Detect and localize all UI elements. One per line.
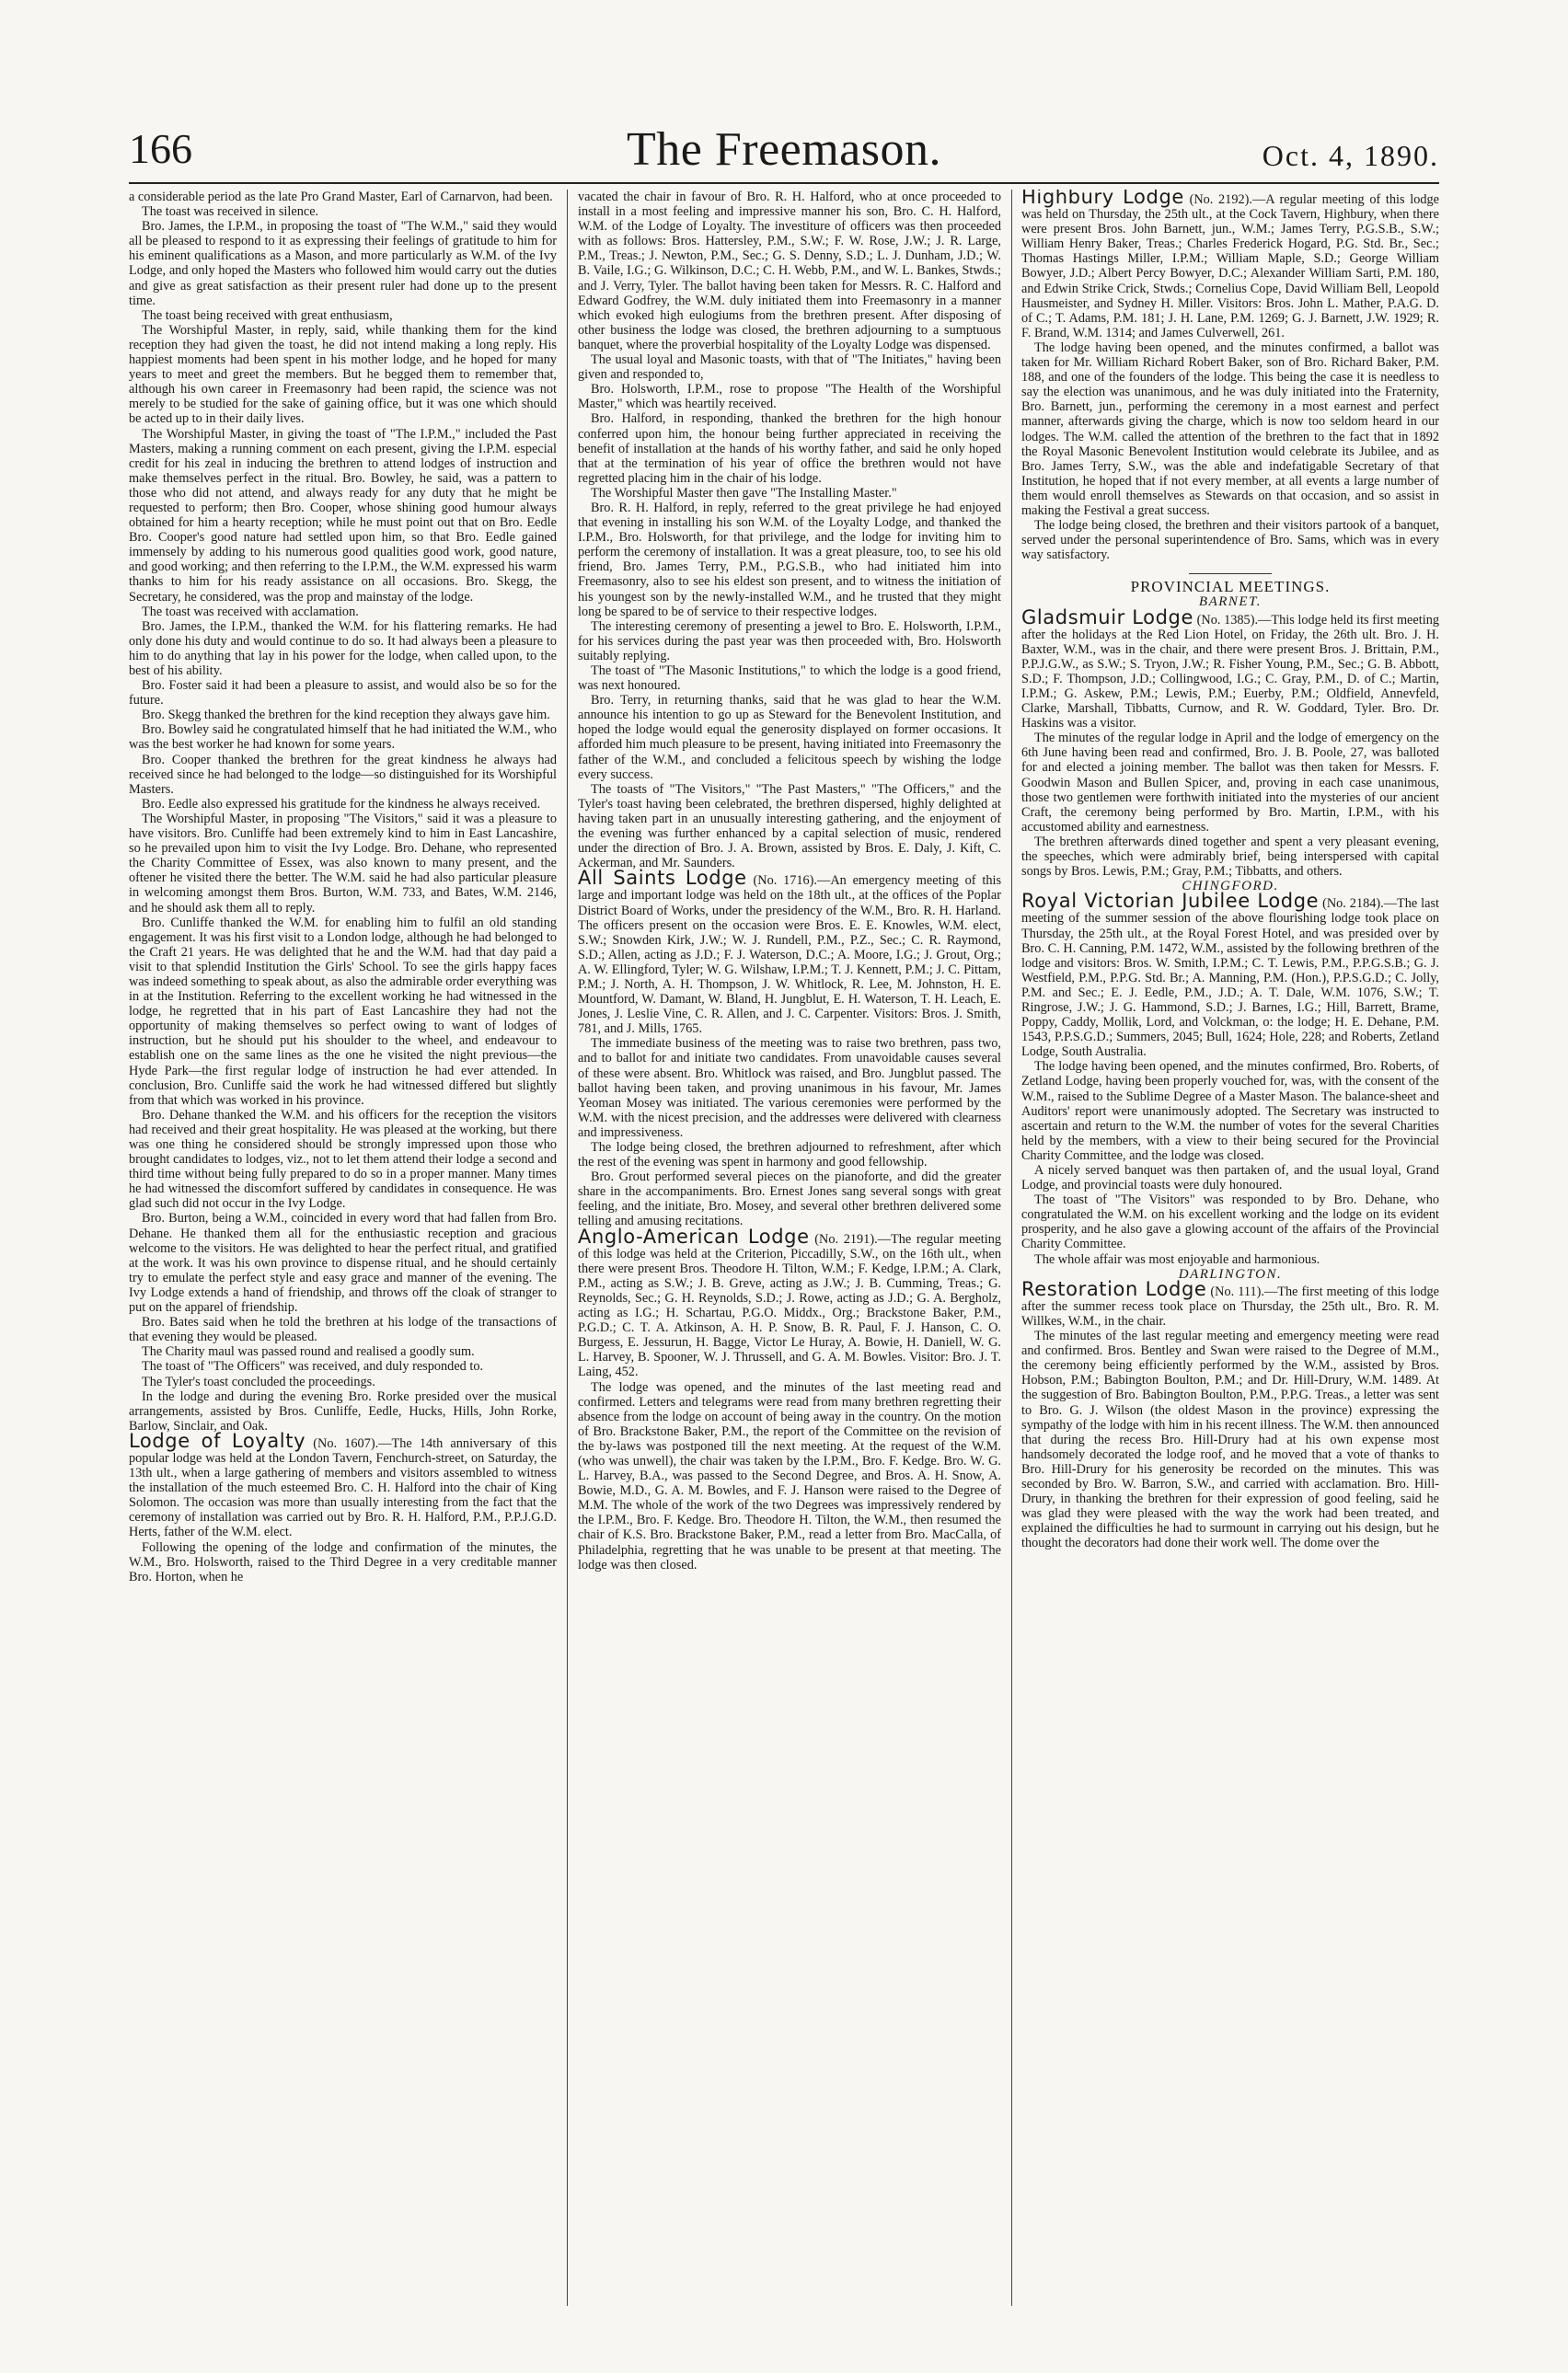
section-divider: [1189, 573, 1272, 574]
paragraph: The minutes of the regular lodge in April and the lodge of emergency on the 6th June having been read and confirmed, Bro. J. B. Poole, 27, was balloted for and elected a joining member. The ballot was then taken for Messrs. F. Goodwin Mason and Bullen Spicer, and, proving in each case unanimous, those two gentlemen were forthwith initiated into the mysteries of our ancient Craft, the ceremony being performed by Bro. Martin, I.P.M., with his accustomed ability and earnestness.: [1021, 731, 1439, 835]
paragraph: The Worshipful Master, in reply, said, while thanking them for the kind reception they had given the toast, he did not intend making a long reply. His happiest moments had been spent in his mother lodge, and he hoped for many years to meet and greet the members. But he begged them to remember that, although his own career in Freemasonry had been rapid, the science was not merely to be studied for the sake of gaining office, but it was one which should be acted up to in their daily lives.: [129, 322, 557, 427]
paragraph: The immediate business of the meeting was to raise two brethren, pass two, and to ballot for and initiate two candidates. From unavoidable causes several of these were absent. Bro. Whitlock was raised, and Bro. Jungblut passed. The ballot having been taken, and proving unanimous in his favour, Mr. James Yeoman Mosey was initiated. The various ceremonies were performed by the W.M. with the nicest precision, and the addresses were delivered with clearness and impressiveness.: [578, 1036, 1001, 1140]
paragraph: The toast being received with great enthusiasm,: [142, 307, 393, 323]
paragraph: The toasts of "The Visitors," "The Past Masters," "The Officers," and the Tyler's toast having been celebrated, the brethren dispersed, highly delighted at having taken part in an unusually interesting gathering, and the enjoyment of the evening was further enhanced by a capital selection of music, rendered under the direction of Bro. J. A. Brown, assisted by Bros. E. Daly, J. Kift, C. Ackerman, and Mr. Saunders.: [578, 781, 1001, 871]
paragraph: The lodge having been opened, and the minutes confirmed, a ballot was taken for Mr. William Richard Robert Baker, son of Bro. Richard Baker, P.M. 188, and one of the founders of the lodge. This being the case it is needless to say the election was unanimous, and he was duly initiated into the Fraternity, Bro. Barnett, jun., performing the ceremony in a most earnest and perfect manner, afterwards giving the charge, which is now too seldom heard in our lodges. The W.M. called the attention of the brethren to the fact that in 1892 the Royal Masonic Benevolent Institution would celebrate its Jubilee, and as Bro. James Terry, S.W., was the able and indefatigable Secretary of that Institution, he hoped that if not every member, at all events a large number of them would enroll themselves as Stewards on that occasion, and so assist in making the Festival a great success.: [1021, 340, 1439, 518]
column-rule: [1011, 190, 1012, 2306]
paragraph: The Worshipful Master, in giving the toast of "The I.P.M.," included the Past Masters, making a running comment on each present, giving the I.P.M. especial credit for his zeal in inducing the brethren to attend lodges of instruction and make themselves perfect in the ritual. Bro. Bowley, he said, was a pattern to those who did not attend, and always ready for any duty that he might be requested to perform; then Bro. Cooper, whose shining good humour always obtained for him a hearty reception; while he must point out that on Bro. Eedle Bro. Cooper's good nature had settled upon him, so that Bro. Eedle gained immensely by adding to his numerous good qualities good work, good nature, and good working; and then referring to the I.P.M., the W.M. expressed his warm thanks to him for his ready assistance on all occasions. Bro. Skegg, the Secretary, he considered, was the prop and mainstay of the lodge.: [129, 426, 557, 605]
lodge-heading: Restoration Lodge: [1021, 1277, 1207, 1300]
paragraph: The toast of "The Masonic Institutions," to which the lodge is a good friend, was next honoured.: [578, 663, 1001, 694]
paragraph: The toast of "The Officers" was received, and duly responded to.: [142, 1359, 484, 1375]
lodge-number: (No. 2192).: [1189, 192, 1252, 207]
paragraph: Bro. Halford, in responding, thanked the brethren for the high honour conferred upon him, the honour being further appreciated in receiving the benefit of installation at the hands of his worthy father, and said he only hoped that at the termination of his year of office the brethren would not have regretted placing him in the chair of his lodge.: [578, 411, 1001, 486]
lodge-report-royal-victorian: [1021, 890, 1439, 1060]
lodge-number: (No. 1607).: [313, 1435, 379, 1451]
paragraph: —The regular meeting of this lodge was held at the Criterion, Piccadilly, S.W., on the 16th ult., when there were present Bros. Theodore H. Tilton, W.M.; F. Kedge, I.P.M.; A. Clark, P.M., acting as S.W.; J. B. Greve, acting as J.W.; J. B. Cumming, Treas.; G. Reynolds, Sec.; G. H. Reynolds, S.D.; J. Rowe, acting as J.D.; G. A. Bergholz, acting as I.G.; H. Schartau, P.G.O. Middx., Org.; Brackstone Baker, P.M., P.G.D.; C. T. A. Atkinson, A. H. P. Snow, B. R. Paul, F. J. Hanson, C. O. Burgess, E. Jessurun, H. Bagge, Victor Le Huray, A. Bowie, H. Daniell, W. G. L. Harvey, B. Spooner, W. J. Thrussell, and G. A. M. Bowles. Visitor: Bro. J. T. Laing, 452.: [578, 1231, 1001, 1380]
paragraph: Bro. Bates said when he told the brethren at his lodge of the transactions of that evening they would be pleased.: [129, 1315, 557, 1345]
paragraph: Following the opening of the lodge and confirmation of the minutes, the W.M., Bro. Holsworth, raised to the Third Degree in a very creditable manner Bro. Horton, when he: [129, 1539, 557, 1584]
paragraph: —An emergency meeting of this large and important lodge was held on the 18th ult., at the offices of the Poplar District Board of Works, under the presidency of the W.M., Bro. R. H. Harland. The officers present on the occasion were Bros. E. E. Knowles, W.M. elect, S.W.; Snowden Kirk, J.W.; W. J. Rundell, P.M., P.Z., Sec.; C. R. Raymond, S.D.; Allen, acting as J.D.; F. J. Waterson, D.C.; A. Moore, I.G.; J. Grout, Org.; A. W. Ellingford, Tyler; W. G. Wilshaw, I.P.M.; T. J. Kennett, P.M.; J. C. Pittam, P.M.; J. North, A. H. Thompson, J. W. Whitlock, R. Lee, M. Johnston, H. E. Mountford, W. Damant, W. Bland, H. Jungblut, E. H. Waterson, T. H. Leach, E. Jones, J. Leslie Vine, C. R. Allen, and J. C. Carpenter. Visitors: Bros. J. Smith, 781, and J. Mills, 1765.: [578, 873, 1001, 1037]
paragraph: Bro. Terry, in returning thanks, said that he was glad to hear the W.M. announce his intention to go up as Steward for the Benevolent Institution, and hoped the lodge would equal the generosity displayed on former occasions. It afforded him much pleasure to be present, having initiated into Freemasonry the father of the W.M., and concluded a felicitous speech by wishing the lodge every success.: [578, 693, 1001, 782]
paragraph: A nicely served banquet was then partaken of, and the usual loyal, Grand Lodge, and provincial toasts were duly honoured.: [1021, 1163, 1439, 1193]
place-heading: DARLINGTON.: [1178, 1266, 1283, 1282]
paragraph: —The 14th anniversary of this popular lodge was held at the London Tavern, Fenchurch-street, on Saturday, the 13th ult., when a large gathering of members and visitors assembled to witness the installation of the much esteemed Bro. C. H. Halford into the chair of King Solomon. The occasion was more than usually interesting from the fact that the ceremony of installation was carried out by Bro. R. H. Halford, P.M., P.P.J.G.D. Herts, father of the W.M. elect.: [129, 1435, 557, 1540]
paragraph: Bro. James, the I.P.M., thanked the W.M. for his flattering remarks. He had only done his duty and would continue to do so. It had always been a pleasure to him to do anything that lay in his power for the lodge, when called upon, to the best of his ability.: [129, 618, 557, 678]
lodge-report-loyalty: [129, 1429, 557, 1540]
paragraph: Bro. Dehane thanked the W.M. and his officers for the reception the visitors had received and their great hospitality. He was pleased at the working, but there was one thing he considered should be strongly impressed upon those who brought candidates to lodges, viz., not to let them attend their lodge a second and third time without being fully prepared to do so in a proper manner. Many times he had witnessed the discomfort suffered by candidates in consequence. He was glad such did not occur in the Ivy Lodge.: [129, 1107, 557, 1212]
lodge-report-anglo-american: [578, 1225, 1001, 1380]
paragraph: The toast was received in silence.: [142, 204, 319, 220]
paragraph: Bro. Skegg thanked the brethren for the kind reception they always gave him.: [142, 708, 550, 723]
place-heading: CHINGFORD.: [1182, 879, 1279, 894]
paragraph: The Charity maul was passed round and realised a goodly sum.: [142, 1344, 475, 1360]
lodge-number: (No. 2191).: [814, 1231, 878, 1247]
paragraph: The Worshipful Master then gave "The Installing Master.": [591, 485, 897, 501]
issue-date: Oct. 4, 1890.: [1262, 139, 1439, 172]
paragraph: The brethren afterwards dined together and spent a very pleasant evening, the speeches, which were admirably brief, being interspersed with capital songs by Bros. Lewis, P.M.; Gray, P.M.; Tibbatts, and others.: [1021, 834, 1439, 880]
paragraph: Bro. Grout performed several pieces on the pianoforte, and did the greater share in the accompaniments. Bro. Ernest Jones sang several songs with great feeling, and the initiate, Bro. Mosey, and several other brethren delivered some telling and amusing recitations.: [578, 1169, 1001, 1229]
paragraph: Bro. Eedle also expressed his gratitude for the kindness he always received.: [142, 796, 541, 812]
page-number: 166: [129, 125, 192, 172]
paragraph: Bro. Cooper thanked the brethren for the great kindness he always had received since he had belonged to the lodge—so distinguished for its Worshipful Masters.: [129, 752, 557, 797]
column-3: [1021, 190, 1439, 2306]
lodge-heading: Gladsmuir Lodge: [1021, 605, 1193, 628]
paragraph: a considerable period as the late Pro Grand Master, Earl of Carnarvon, had been.: [129, 190, 553, 204]
paragraph: Bro. Holsworth, I.P.M., rose to propose "The Health of the Worshipful Master," which was heartily received.: [578, 382, 1001, 412]
lodge-heading: Highbury Lodge: [1021, 190, 1184, 208]
lodge-heading: Anglo-American Lodge: [578, 1225, 810, 1248]
paragraph: Bro. James, the I.P.M., in proposing the toast of "The W.M.," said they would all be pleased to respond to it as expressing their feelings of gratitude to him for his eminent qualifications as a Mason, and more particularly as W.M. of the Ivy Lodge, and only hoped the Masters who followed him would carry out the duties and give as great satisfaction as their present ruler had done up to the present time.: [129, 219, 557, 308]
paragraph: The whole affair was most enjoyable and harmonious.: [1034, 1251, 1320, 1267]
paragraph: The Worshipful Master, in proposing "The Visitors," said it was a pleasure to have visitors. Bro. Cunliffe had been extremely kind to him in East Lancashire, so he prevailed upon him to visit the Ivy Lodge. Bro. Dehane, who represented the Charity Committee of Essex, was also known to many present, and the oftener he visited there the better. The W.M. said he had also particular pleasure in welcoming amongst them Bros. Burton, W.M. 733, and Bates, W.M. 2146, and he should ask them all to reply.: [129, 811, 557, 916]
paragraph: The lodge was opened, and the minutes of the last meeting read and confirmed. Letters and telegrams were read from many brethren regretting their absence from the lodge on account of being away in the country. On the motion of Bro. Brackstone Baker, P.M., the report of the Committee on the revision of the by-laws was postponed till the next meeting. At the request of the W.M. (who was unwell), the chair was taken by the I.P.M., Bro. F. Kedge. Bro. W. G. L. Harvey, B.A., was passed to the Second Degree, and Bros. A. H. Snow, A. Bowie, M.D., G. A. M. Bowles, and F. J. Hanson were raised to the Degree of M.M. The whole of the work of the two Degrees was impressively rendered by the I.P.M., Bro. F. Kedge. Bro. Theodore H. Tilton, the W.M., then resumed the chair of K.S. Bro. Brackstone Baker, P.M., read a letter from Bro. MacCalla, of Philadelphia, regretting that he was unable to be present at that meeting. The lodge was then closed.: [578, 1379, 1001, 1572]
section-heading: PROVINCIAL MEETINGS.: [1130, 578, 1331, 596]
paragraph: The toast of "The Visitors" was responded to by Bro. Dehane, who congratulated the W.M. on his excellent working and the lodge on its evident prosperity, and he also gave a glowing account of the affairs of the Provincial Charity Committee.: [1021, 1192, 1439, 1252]
paragraph: vacated the chair in favour of Bro. R. H. Halford, who at once proceeded to install in a most feeling and impressive manner his son, Bro. C. H. Halford, W.M. of the Lodge of Loyalty. The investiture of officers was then proceeded with as follows: Bros. Hattersley, P.M., S.W.; F. W. Rose, J.W.; J. R. Large, P.M., Treas.; J. Newton, P.M., Sec.; G. S. Denny, S.D.; L. J. Dunham, J.D.; W. B. Vaile, I.G.; G. Wilkinson, D.C.; C. H. Webb, P.M., and W. L. Bankes, Stwds.; and J. Verry, Tyler. The ballot having been taken for Messrs. R. C. Halford and Edward Godfrey, the W.M. duly initiated them into Freemasonry in a manner which evoked high eulogiums from the brethren present. After disposing of other business the lodge was closed, the brethren adjourning to a sumptuous banquet, where the proverbial hospitality of the Loyalty Lodge was dispensed.: [578, 190, 1001, 352]
masthead: [129, 118, 1439, 184]
paragraph: The interesting ceremony of presenting a jewel to Bro. E. Holsworth, I.P.M., for his services during the past year was then proceeded with, Bro. Holsworth suitably replying.: [578, 618, 1001, 663]
lodge-report-gladsmuir: [1021, 605, 1439, 731]
paragraph: —This lodge held its first meeting after the holidays at the Red Lion Hotel, on Friday, the 26th ult. Bro. J. H. Baxter, W.M., was in the chair, and there were present Bros. J. Brittain, P.M., P.P.J.G.W., as S.W.; S. Tryon, J.W.; R. Fisher Young, P.M., Sec.; G. B. Abbott, S.D.; F. Thompson, J.D.; Collingwood, I.G.; C. Gray, P.M., D. of C.; Martin, I.P.M.; G. Askew, P.M.; Lewis, P.M.; Euerby, P.M.; Oldfield, Annevfeld, Clarke, Marshall, Tibbatts, Curnow, and R. W. Goddard, Tyler. Bro. Dr. Haskins was a visitor.: [1021, 612, 1439, 731]
lodge-heading: Lodge of Loyalty: [129, 1429, 306, 1452]
column-2: [578, 190, 1001, 2306]
lodge-number: (No. 111).: [1210, 1284, 1264, 1299]
paragraph: The Tyler's toast concluded the proceedings.: [142, 1374, 375, 1389]
paragraph: Bro. Bowley said he congratulated himself that he had initiated the W.M., who was the best worker he had known for some years.: [129, 722, 557, 753]
paragraph: The lodge being closed, the brethren and their visitors partook of a banquet, served under the personal superintendence of Bro. Sams, which was in every way satisfactory.: [1021, 518, 1439, 563]
paragraph: The lodge being closed, the brethren adjourned to refreshment, after which the rest of the evening was spent in harmony and good fellowship.: [578, 1140, 1001, 1170]
paragraph: The minutes of the last regular meeting and emergency meeting were read and confirmed. Bros. Bentley and Swan were raised to the Degree of M.M., the ceremony being efficiently performed by the W.M., assisted by Bros. Hobson, P.M.; Babington Boulton, P.M.; and Dr. Hill-Drury, W.M. 1489. At the suggestion of Bro. Babington Boulton, P.M., P.P.G. Treas., a letter was sent to Bro. G. J. Wilson (the oldest Mason in the province) expressing the sympathy of the lodge with him in his recent illness. The W.M. then announced that during the recess Bro. Hill-Drury had at his own expense most handsomely decorated the lodge roof, and he moved that a vote of thanks to Bro. Hill-Drury for his generosity be recorded on the minutes. This was seconded by Bro. W. Barron, S.W., and carried with acclamation. Bro. Hill-Drury, in thanking the brethren for their expression of good feeling, said he was glad they were pleased with the way the work had been treated, and explained the difficulties he had to surmount in carrying out his design, but he thought the decorators had done their work well. The dome over the: [1021, 1329, 1439, 1551]
lodge-report-highbury: [1021, 190, 1439, 340]
lodge-heading: All Saints Lodge: [578, 867, 747, 890]
lodge-report-all-saints: [578, 867, 1001, 1037]
paragraph: The toast was received with acclamation.: [142, 604, 359, 619]
column-rule: [567, 190, 568, 2306]
lodge-number: (No. 1716).: [753, 873, 818, 889]
paragraph: Bro. R. H. Halford, in reply, referred to the great privilege he had enjoyed that evening in installing his son W.M. of the Loyalty Lodge, and thanked the I.P.M., Bro. Holsworth, for that privilege, and the lodge for inviting him to perform the ceremony of installation. It was a great pleasure, too, to see his old friend, Bro. James Terry, P.M., P.G.S.B., who had initiated him into Freemasonry, also to see his eldest son present, and to witness the initiation of his youngest son by the newly-installed W.M., and he trusted that they might long be spared to be of service to their respective lodges.: [578, 500, 1001, 619]
lodge-number: (No. 2184).: [1322, 896, 1384, 912]
lodge-report-restoration: [1021, 1277, 1439, 1329]
newspaper-title: The Freemason.: [626, 123, 941, 176]
paragraph: —A regular meeting of this lodge was held on Thursday, the 25th ult., at the Cock Tavern, Highbury, when there were present Bros. John Barnett, jun., W.M.; James Terry, P.G.S.B., S.W.; William Henry Baker, Treas.; Charles Frederick Hogard, P.G. Std. Br., Sec.; Thomas Hastings Miller, I.P.M.; William Maple, S.D.; George William Bowyer, J.D.; Albert Percy Bowyer, D.C.; Alexander William Sarti, P.M. 180, and Edwin Strike Crick, Stwds.; Cornelius Cope, David William Bell, Leopold Hausmeister, and Sydney H. Miller. Visitors: Bros. John L. Mather, P.A.G. D. of C.; T. Adams, P.M. 181; J. H. Lane, P.M. 1269; G. J. Barnett, J.W. 1929; R. F. Brand, W.M. 1314; and James Culverwell, 261.: [1021, 192, 1439, 340]
paragraph: Bro. Cunliffe thanked the W.M. for enabling him to fulfil an old standing engagement. It was his first visit to a London lodge, although he had belonged to the Craft 21 years. He was delighted that he and the W.M. had that day paid a visit to that splendid Institution the Girls' School. To see the girls happy faces was indeed something to speak about, as also the admirable order everything was in at the Institution. Referring to the excellent working he had witnessed in the lodge, he regretted that in his part of East Lancashire they had not the opportunity of making themselves so perfect owing to want of lodges of instruction, but he should put his shoulder to the wheel, and endeavour to establish one on the same lines as the one he visited the night previous—the Hyde Park—the first regular lodge of instruction he had ever attended. In conclusion, Bro. Cunliffe said the work he had witnessed differed but slightly from that which was worked in his province.: [129, 915, 557, 1108]
lodge-number: (No. 1385).: [1196, 612, 1259, 628]
paragraph: Bro. Foster said it had been a pleasure to assist, and would also be so for the future.: [129, 678, 557, 708]
place-heading: BARNET.: [1198, 594, 1262, 610]
column-1: [129, 190, 557, 2306]
lodge-heading: Royal Victorian Jubilee Lodge: [1021, 890, 1320, 913]
paragraph: In the lodge and during the evening Bro. Rorke presided over the musical arrangements, assisted by Bros. Cunliffe, Eedle, Hucks, Hills, John Rorke, Barlow, Sinclair, and Oak.: [129, 1388, 557, 1434]
paragraph: Bro. Burton, being a W.M., coincided in every word that had fallen from Bro. Dehane. He thanked them all for the enthusiastic reception and gracious welcome to the visitors. He was delighted to hear the perfect ritual, and gratified at the work. It was his own province to dispense ritual, and he should certainly try to emulate the perfect style and easy grace and manner of the evening. The Ivy Lodge extends a hand of friendship, and throws off the cloak of stranger to put on the apparel of friendship.: [129, 1211, 557, 1316]
paragraph: —The first meeting of this lodge after the summer recess took place on Thursday, the 25th ult., Bro. R. M. Willkes, W.M., in the chair.: [1021, 1284, 1439, 1329]
paragraph: The lodge having been opened, and the minutes confirmed, Bro. Roberts, of Zetland Lodge, having been properly vouched for, was, with the consent of the W.M., raised to the Sublime Degree of a Master Mason. The balance-sheet and Auditors' report were unanimously adopted. The Secretary was instructed to ascertain and return to the W.M. the number of votes for the several Charities held by the members, with a view to their being secured for the Provincial Charity Committee, and the lodge was closed.: [1021, 1059, 1439, 1163]
paragraph: The usual loyal and Masonic toasts, with that of "The Initiates," having been given and responded to,: [578, 352, 1001, 383]
paragraph: —The last meeting of the summer session of the above flourishing lodge took place on Thursday, the 25th ult., at the Royal Forest Hotel, and was presided over by Bro. C. H. Canning, P.M. 1472, W.M., assisted by the following brethren of the lodge and visitors: Bros. W. Smith, I.P.M.; C. T. Lewis, P.M., P.P.G.S.B.; G. J. Westfield, P.M., P.P.G. Std. Br.; A. Manning, P.M. (Hon.), P.P.S.G.D.; C. Jolly, P.M. and Sec.; E. J. Eedle, P.M., J.D.; A. T. Dale, W.M. 1076, S.W.; T. Ringrose, J.W.; J. G. Hammond, S.D.; J. Barnes, I.G.; Hill, Barrett, Brame, Poppy, Caddy, Mollik, Lord, and Volckman, o: the lodge; H. E. Dehane, P.M. 1543, P.P.S.G.D.; Summers, 2045; Bull, 1624; Hole, 228; and Roberts, Zetland Lodge, South Australia.: [1021, 896, 1439, 1060]
